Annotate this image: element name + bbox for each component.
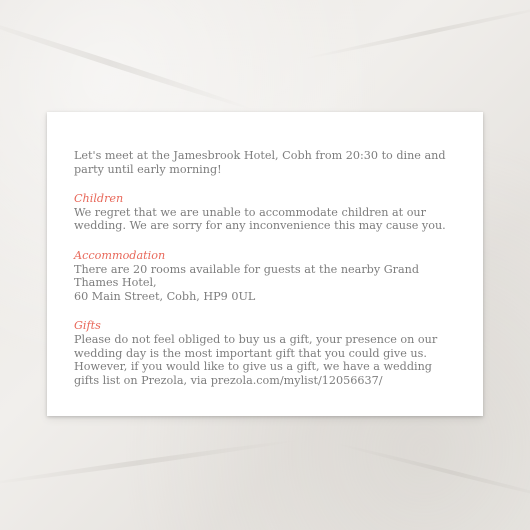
section-line: wedding day is the most important gift that you could give us. [74, 346, 427, 360]
invitation-details-card [47, 112, 483, 416]
card-content [74, 149, 464, 403]
section-heading: Gifts [74, 319, 101, 333]
section-heading: Children [74, 192, 124, 206]
section-line: wedding. We are sorry for any inconvenience this may cause you. [74, 219, 446, 233]
section-line: We regret that we are unable to accommodate children at our [74, 205, 426, 219]
section-heading: Accommodation [74, 248, 166, 262]
gifts-section [74, 319, 464, 387]
marble-vein [333, 441, 530, 503]
section-line: Thames Hotel, [74, 276, 157, 290]
section-line: gifts list on Prezola, via prezola.com/mylist/12056637/ [74, 373, 383, 387]
accommodation-section [74, 249, 464, 303]
marble-vein [0, 438, 299, 487]
intro-text: Let's meet at the Jamesbrook Hotel, Cobh from 20:30 to dine and party until early morning! [74, 149, 446, 176]
marble-vein [302, 3, 530, 61]
section-line: There are 20 rooms available for guests at the nearby Grand [74, 262, 420, 276]
children-section [74, 192, 464, 233]
marble-vein [0, 14, 254, 112]
section-line: Please do not feel obliged to buy us a gift, your presence on our [74, 332, 438, 346]
section-line: 60 Main Street, Cobh, HP9 0UL [74, 289, 256, 303]
section-line: However, if you would like to give us a gift, we have a wedding [74, 360, 432, 374]
